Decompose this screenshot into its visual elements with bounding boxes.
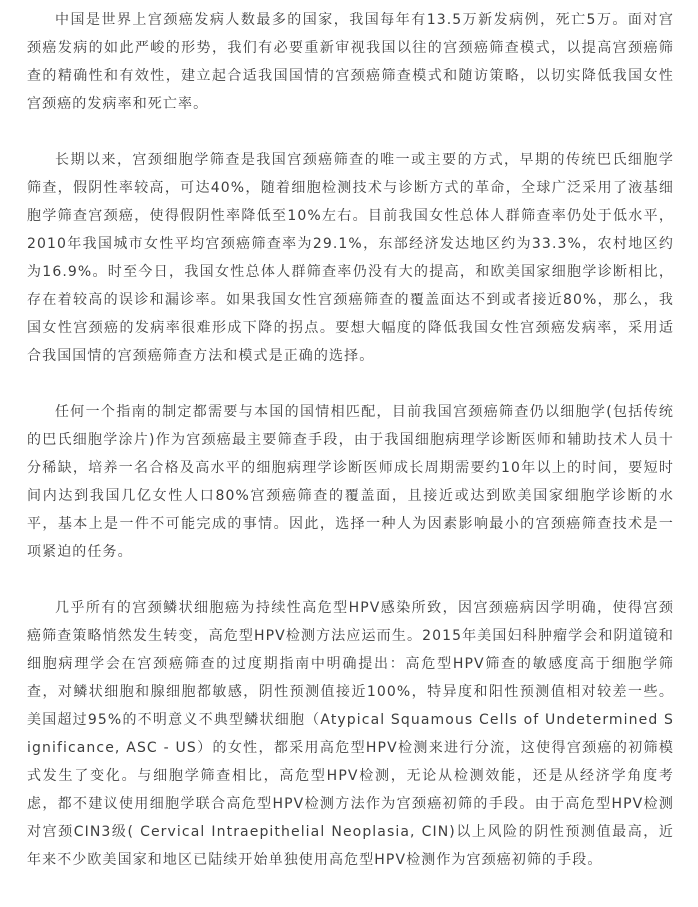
paragraph-spacer [27, 118, 674, 146]
paragraph-spacer [27, 370, 674, 398]
paragraph-incidence-overview: 中国是世界上宫颈癌发病人数最多的国家，我国每年有13.5万新发病例，死亡5万。面对宫颈癌发病的如此严峻的形势，我们有必要重新审视我国以往的宫颈癌筛查模式，以提高宫颈癌筛查的精确性和有效性，建立起合适我国国情的宫颈癌筛查模式和随访策略，以切实降低我国女性宫颈癌的发病率和死亡率。 [27, 12, 674, 112]
paragraph-hpv-testing: 几乎所有的宫颈鳞状细胞癌为持续性高危型HPV感染所致，因宫颈癌病因学明确，使得宫颈癌筛查策略悄然发生转变，高危型HPV检测方法应运而生。2015年美国妇科肿瘤学会和阴道镜和细胞病理学会在宫颈癌筛查的过度期指南中明确提出：高危型HPV筛查的敏感度高于细胞学筛查，对鳞状细胞和腺细胞都敏感，阴性预测值接近100%，特异度和阳性预测值相对较差一些。美国超过95%的不明意义不典型鳞状细胞（Atypical Squamous Cells of Undetermined Significance, ASC - US）的女性，都采用高危型HPV检测来进行分流，这使得宫颈癌的初筛模式发生了变化。与细胞学筛查相比，高危型HPV检测，无论从检测效能，还是从经济学角度考虑，都不建议使用细胞学联合高危型HPV检测方法作为宫颈癌初筛的手段。由于高危型HPV检测对宫颈CIN3级( Cervical Intraepithelial Neoplasia, CIN)以上风险的阴性预测值最高，近年来不少欧美国家和地区已陆续开始单独使用高危型HPV检测作为宫颈癌初筛的手段。 [27, 600, 674, 868]
paragraph-guideline-national-conditions: 任何一个指南的制定都需要与本国的国情相匹配，目前我国宫颈癌筛查仍以细胞学(包括传统的巴氏细胞学涂片)作为宫颈癌最主要筛查手段，由于我国细胞病理学诊断医师和辅助技术人员十分稀缺，培养一名合格及高水平的细胞病理学诊断医师成长周期需要约10年以上的时间，要短时间内达到我国几亿女性人口80%宫颈癌筛查的覆盖面，且接近或达到欧美国家细胞学诊断的水平，基本上是一件不可能完成的事情。因此，选择一种人为因素影响最小的宫颈癌筛查技术是一项紧迫的任务。 [27, 404, 674, 560]
paragraph-spacer [27, 566, 674, 594]
paragraph-cytology-screening: 长期以来，宫颈细胞学筛查是我国宫颈癌筛查的唯一或主要的方式，早期的传统巴氏细胞学筛查，假阴性率较高，可达40%，随着细胞检测技术与诊断方式的革命，全球广泛采用了液基细胞学筛查宫颈癌，使得假阴性率降低至10%左右。目前我国女性总体人群筛查率仍处于低水平，2010年我国城市女性平均宫颈癌筛查率为29.1%，东部经济发达地区约为33.3%，农村地区约为16.9%。时至今日，我国女性总体人群筛查率仍没有大的提高，和欧美国家细胞学诊断相比，存在着较高的误诊和漏诊率。如果我国女性宫颈癌筛查的覆盖面达不到或者接近80%，那么，我国女性宫颈癌的发病率很难形成下降的拐点。要想大幅度的降低我国女性宫颈癌发病率，采用适合我国国情的宫颈癌筛查方法和模式是正确的选择。 [27, 152, 674, 364]
